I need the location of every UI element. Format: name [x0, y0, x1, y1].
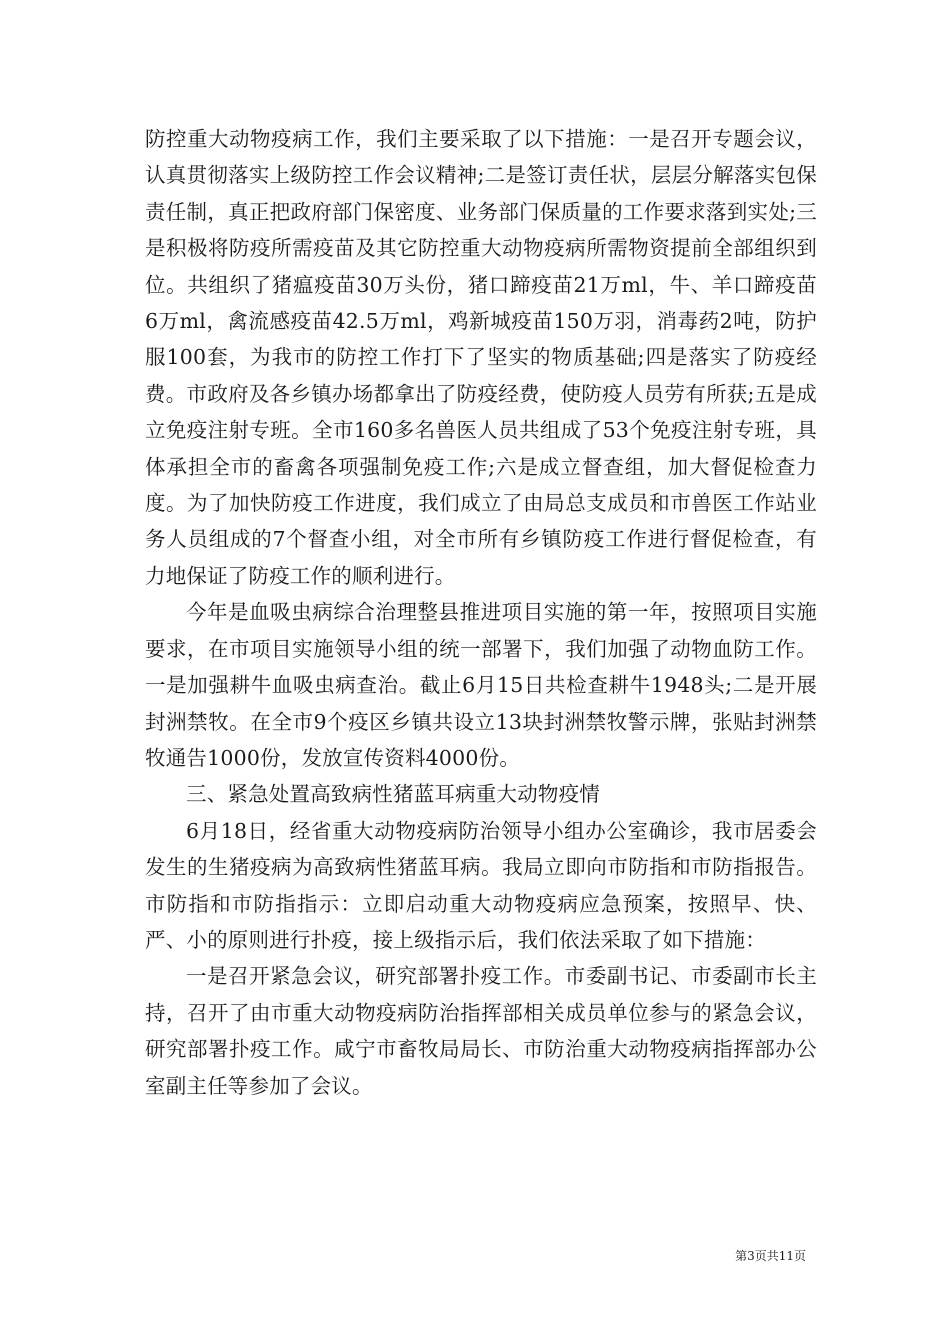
paragraph-4: 一是召开紧急会议，研究部署扑疫工作。市委副书记、市委副市长主持，召开了由市重大动物疫病防治指挥部相关成员单位参与的紧急会议，研究部署扑疫工作。咸宁市畜牧局局长、市防治重大动物疫病指挥部办公室副主任等参加了会议。	[145, 964, 817, 1098]
paragraph-1: 防控重大动物疫病工作，我们主要采取了以下措施：一是召开专题会议，认真贯彻落实上级防控工作会议精神;二是签订责任状，层层分解落实包保责任制，真正把政府部门保密度、业务部门保质量的工作要求落到实处;三是积极将防疫所需疫苗及其它防控重大动物疫病所需物资提前全部组织到位。共组织了猪瘟疫苗30万头份，猪口蹄疫苗21万ml，牛、羊口蹄疫苗6万ml，禽流感疫苗42.5万ml，鸡新城疫苗150万羽，消毒药2吨，防护服100套，为我市的防控工作打下了坚实的物质基础;四是落实了防疫经费。市政府及各乡镇办场都拿出了防疫经费，使防疫人员劳有所获;五是成立免疫注射专班。全市160多名兽医人员共组成了53个免疫注射专班，具体承担全市的畜禽各项强制免疫工作;六是成立督查组，加大督促检查力度。为了加快防疫工作进度，我们成立了由局总支成员和市兽医工作站业务人员组成的7个督查小组，对全市所有乡镇防疫工作进行督促检查，有力地保证了防疫工作的顺利进行。	[145, 127, 817, 588]
page-number-footer: 第3页共11页	[735, 1249, 806, 1263]
paragraph-3: 6月18日，经省重大动物疫病防治领导小组办公室确诊，我市居委会发生的生猪疫病为高致病性猪蓝耳病。我局立即向市防指和市防指报告。市防指和市防指指示：立即启动重大动物疫病应急预案，按照早、快、严、小的原则进行扑疫，接上级指示后，我们依法采取了如下措施：	[145, 818, 817, 952]
document-body	[145, 121, 817, 1104]
paragraph-2: 今年是血吸虫病综合治理整县推进项目实施的第一年，按照项目实施要求，在市项目实施领导小组的统一部署下，我们加强了动物血防工作。一是加强耕牛血吸虫病查治。截止6月15日共检查耕牛1948头;二是开展封洲禁牧。在全市9个疫区乡镇共设立13块封洲禁牧警示牌，张贴封洲禁牧通告1000份，发放宣传资料4000份。	[145, 600, 817, 770]
section-heading: 三、紧急处置高致病性猪蓝耳病重大动物疫情	[186, 782, 600, 807]
